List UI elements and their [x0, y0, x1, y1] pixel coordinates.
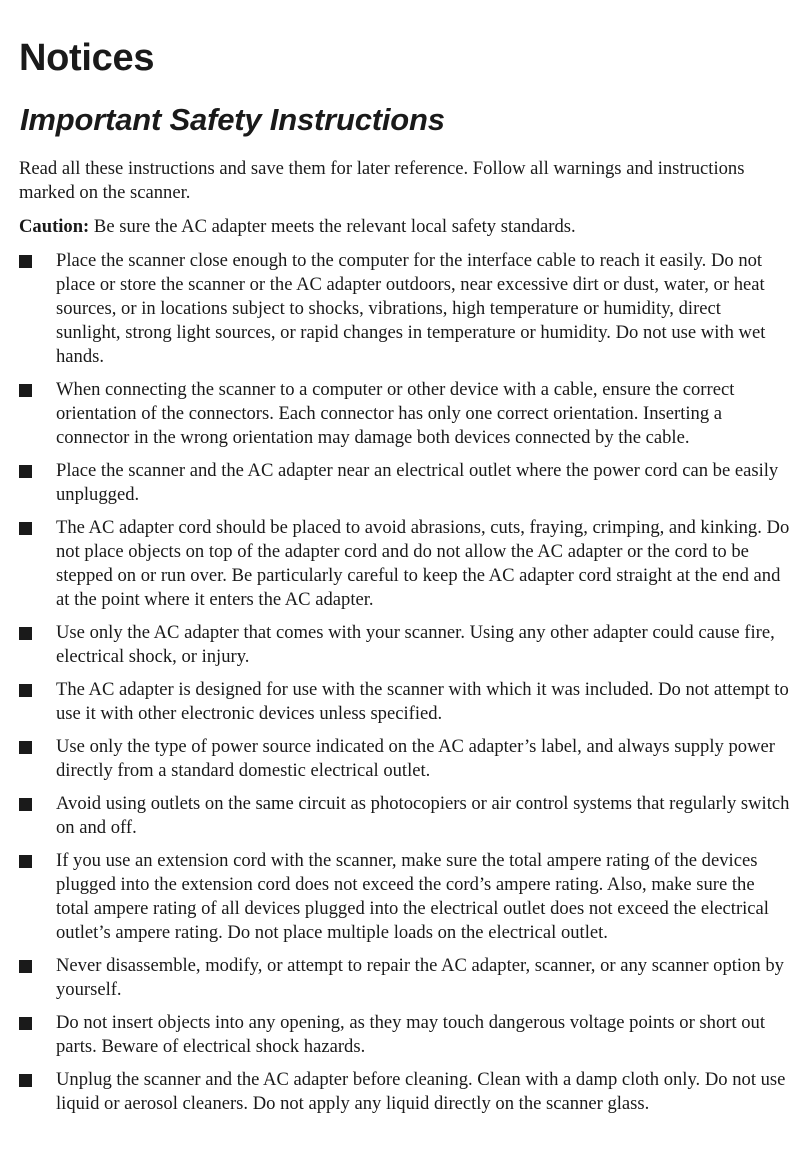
list-item: [19, 792, 790, 840]
list-item: [19, 378, 790, 450]
list-item: [19, 1068, 790, 1116]
list-item-text: Do not insert objects into any opening, as they may touch dangerous voltage points or short out parts. Beware of electrical shock hazards.: [56, 1012, 766, 1057]
list-item-text: Unplug the scanner and the AC adapter before cleaning. Clean with a damp cloth only. Do not use liquid or aerosol cleaners. Do not apply any liquid directly on the scanner glass.: [56, 1069, 786, 1114]
list-item: [19, 249, 790, 369]
list-item-text: Use only the type of power source indicated on the AC adapter’s label, and always supply power directly from a standard domestic electrical outlet.: [56, 736, 775, 781]
list-item-text: The AC adapter cord should be placed to avoid abrasions, cuts, fraying, crimping, and kinking. Do not place objects on top of the adapter cord and do not allow the AC adapter or the cord to be stepped on or run over. Be particularly careful to keep the AC adapter cord straight at the end and at the point where it enters the AC adapter.: [56, 517, 790, 610]
square-bullet-icon: [19, 255, 32, 268]
safety-list: [19, 249, 790, 1116]
list-item: [19, 735, 790, 783]
section-heading: Important Safety Instructions: [20, 102, 445, 137]
list-item: [19, 621, 790, 669]
caution-label: Caution:: [19, 216, 90, 237]
square-bullet-icon: [19, 465, 32, 478]
list-item: [19, 516, 790, 612]
square-bullet-icon: [19, 855, 32, 868]
intro-paragraph: Read all these instructions and save them for later reference. Follow all warnings and instructions marked on the scanner.: [19, 158, 745, 203]
list-item: [19, 954, 790, 1002]
list-item: [19, 1011, 790, 1059]
square-bullet-icon: [19, 522, 32, 535]
list-item-text: Avoid using outlets on the same circuit as photocopiers or air control systems that regularly switch on and off.: [56, 793, 790, 838]
list-item-text: When connecting the scanner to a computer or other device with a cable, ensure the correct orientation of the connectors. Each connector has only one correct orientation. Inserting a connector in the wrong orientation may damage both devices connected by the cable.: [56, 379, 735, 448]
list-item-text: If you use an extension cord with the scanner, make sure the total ampere rating of the devices plugged into the extension cord does not exceed the cord’s ampere rating. Also, make sure the total ampere rating of all devices plugged into the electrical outlet does not exceed the electrical outlet’s ampere rating. Do not place multiple loads on the electrical outlet.: [56, 850, 769, 943]
caution-text: Be sure the AC adapter meets the relevant local safety standards.: [89, 216, 576, 237]
list-item-text: The AC adapter is designed for use with the scanner with which it was included. Do not attempt to use it with other electronic devices unless specified.: [56, 679, 789, 724]
list-item-text: Place the scanner close enough to the computer for the interface cable to reach it easily. Do not place or store the scanner or the AC adapter outdoors, near excessive dirt or dust, water, or heat sources, or in locations subject to shocks, vibrations, high temperature or humidity, direct sunlight, strong light sources, or rapid changes in temperature or humidity. Do not use with wet hands.: [56, 250, 766, 367]
square-bullet-icon: [19, 798, 32, 811]
page-title: Notices: [19, 37, 155, 79]
square-bullet-icon: [19, 384, 32, 397]
square-bullet-icon: [19, 741, 32, 754]
square-bullet-icon: [19, 960, 32, 973]
caution-paragraph: [19, 215, 790, 239]
list-item-text: Never disassemble, modify, or attempt to repair the AC adapter, scanner, or any scanner option by yourself.: [56, 955, 784, 1000]
list-item-text: Use only the AC adapter that comes with your scanner. Using any other adapter could cause fire, electrical shock, or injury.: [56, 622, 775, 667]
list-item-text: Place the scanner and the AC adapter near an electrical outlet where the power cord can be easily unplugged.: [56, 460, 779, 505]
list-item: [19, 678, 790, 726]
list-item: [19, 849, 790, 945]
square-bullet-icon: [19, 627, 32, 640]
square-bullet-icon: [19, 1017, 32, 1030]
square-bullet-icon: [19, 1074, 32, 1087]
list-item: [19, 459, 790, 507]
square-bullet-icon: [19, 684, 32, 697]
